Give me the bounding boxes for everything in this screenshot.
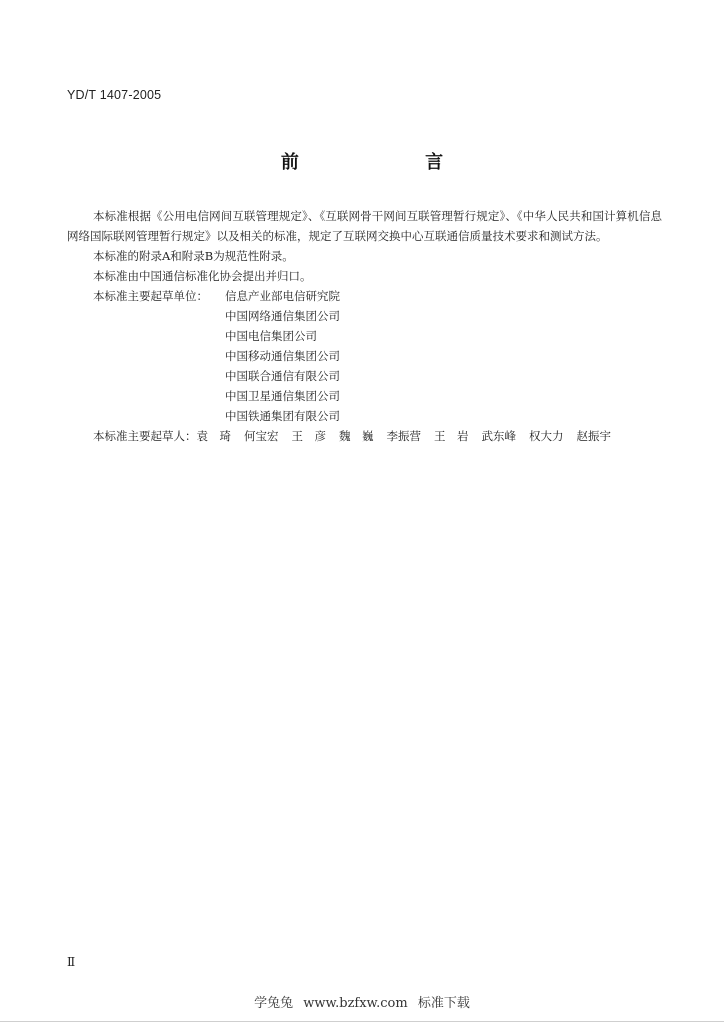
drafting-units-list bbox=[67, 306, 662, 426]
drafters-label: 本标准主要起草人： bbox=[93, 429, 197, 443]
drafting-unit: 信息产业部电信研究院 bbox=[225, 289, 340, 303]
drafter-name: 魏 巍 bbox=[339, 429, 374, 443]
drafting-unit: 中国联合通信有限公司 bbox=[225, 369, 340, 383]
paragraph-basis: 本标准根据《公用电信网间互联管理规定》、《互联网骨干网间互联管理暂行规定》、《中华人民共和国计算机信息网络国际联网管理暂行规定》以及相关的标准，规定了互联网交换中心互联通信质量技术要求和测试方法。 bbox=[67, 209, 662, 243]
drafters-row bbox=[67, 426, 662, 446]
drafting-unit: 中国网络通信集团公司 bbox=[225, 309, 340, 323]
drafter-name: 武东峰 bbox=[481, 429, 516, 443]
footer-watermark: 学兔兔 www.bzfxw.com 标准下载 bbox=[254, 996, 470, 1011]
drafting-unit: 中国铁通集团有限公司 bbox=[225, 409, 340, 423]
drafter-name: 王 岩 bbox=[434, 429, 469, 443]
drafter-name: 袁 琦 bbox=[196, 429, 231, 443]
paragraph-annex: 本标准的附录A和附录B为规范性附录。 bbox=[93, 249, 294, 263]
drafting-unit: 中国移动通信集团公司 bbox=[225, 349, 340, 363]
drafting-units-label: 本标准主要起草单位： bbox=[93, 289, 208, 303]
drafter-name: 权大力 bbox=[529, 429, 564, 443]
page-title: 前 言 bbox=[280, 152, 504, 173]
drafting-unit: 中国卫星通信集团公司 bbox=[225, 389, 340, 403]
paragraph-proposer: 本标准由中国通信标准化协会提出并归口。 bbox=[93, 269, 312, 283]
foreword-body bbox=[67, 206, 662, 446]
drafting-units-row bbox=[67, 286, 662, 306]
bottom-divider bbox=[0, 1021, 724, 1022]
drafting-unit: 中国电信集团公司 bbox=[225, 329, 317, 343]
standard-code: YD/T 1407-2005 bbox=[67, 88, 162, 102]
drafter-name: 赵振宇 bbox=[576, 429, 611, 443]
drafter-name: 王 彦 bbox=[291, 429, 326, 443]
drafter-name: 何宝宏 bbox=[244, 429, 279, 443]
page-number: Ⅱ bbox=[67, 955, 76, 969]
drafter-name: 李振营 bbox=[386, 429, 421, 443]
